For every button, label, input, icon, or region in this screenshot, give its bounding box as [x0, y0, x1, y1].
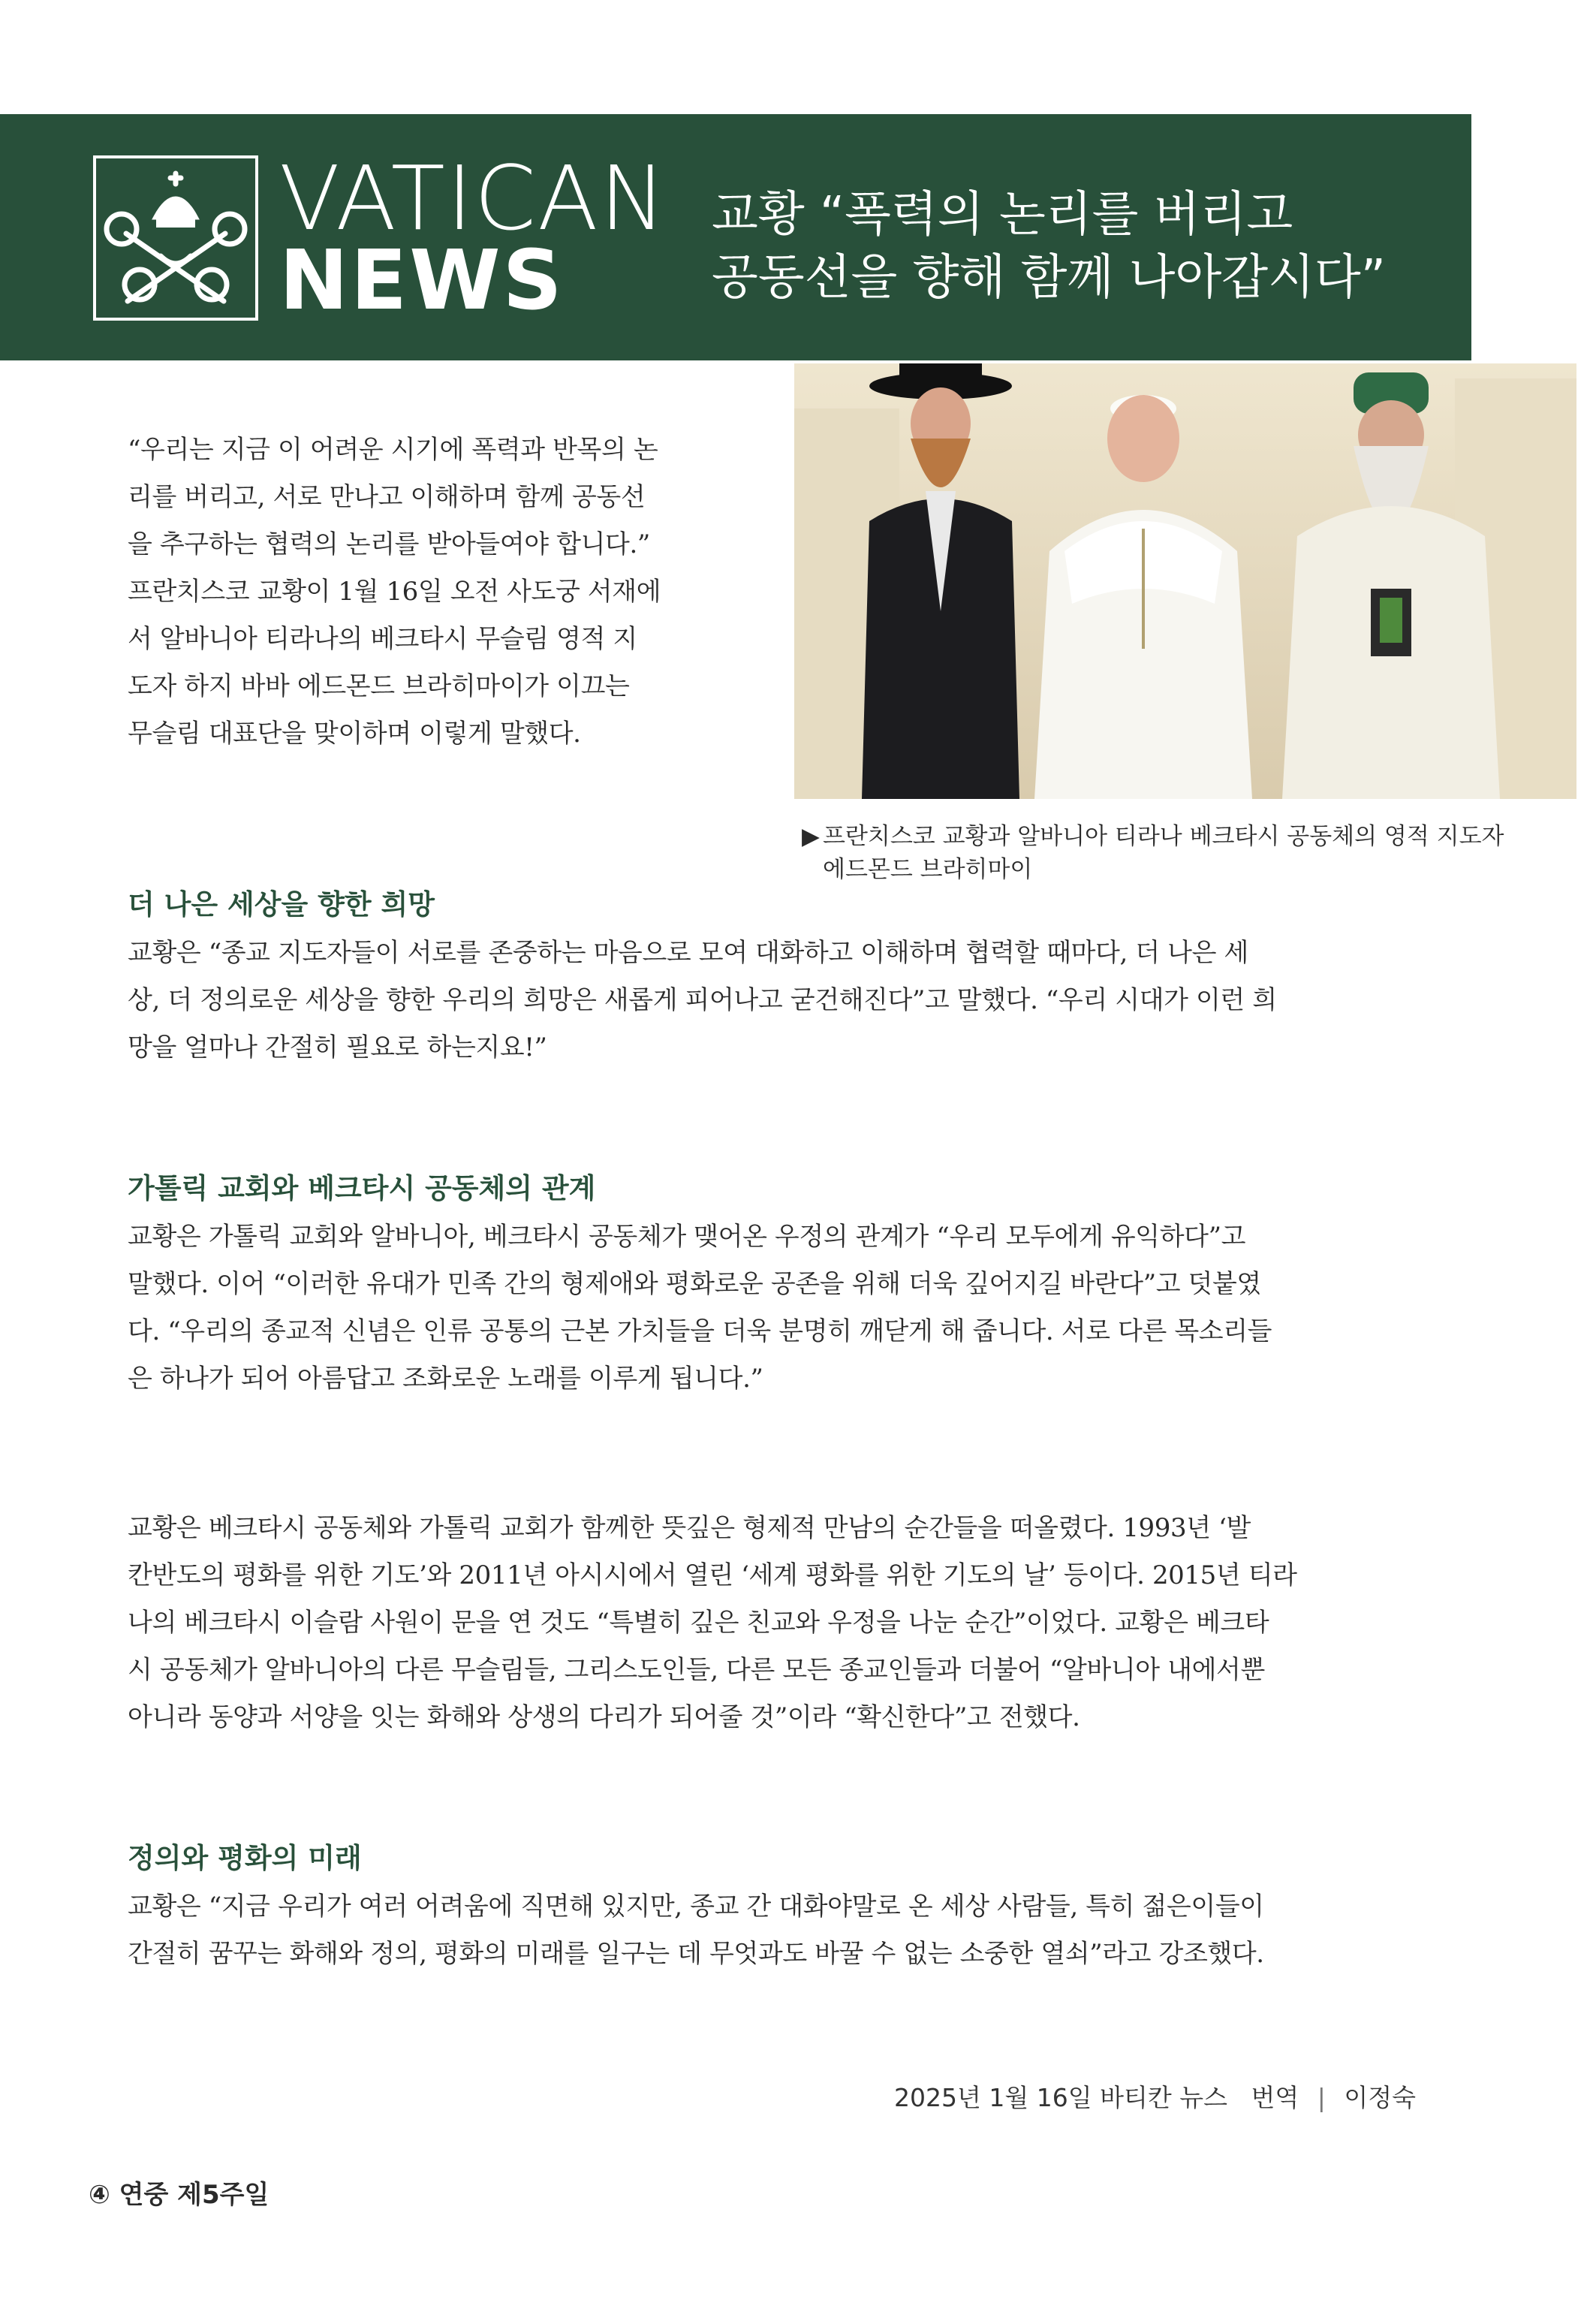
article-headline	[712, 183, 1462, 309]
photo-caption	[802, 820, 1582, 886]
caption-line: 프란치스코 교황과 알바니아 티라나 베크타시 공동체의 영적 지도자	[823, 823, 1504, 850]
section-title: 정의와 평화의 미래	[128, 1842, 362, 1874]
section-memories	[128, 1505, 1479, 1741]
body-line: 교황은 “지금 우리가 여러 어려움에 직면해 있지만, 종교 간 대화야말로 온 세상 사람들, 특히 젊은이들이	[128, 1892, 1264, 1922]
section-body	[128, 1883, 1479, 1978]
credit-translator-label: 번역	[1251, 2083, 1299, 2112]
body-line: 다. “우리의 종교적 신념은 인류 공통의 근본 가치들을 더욱 분명히 깨닫게 해 줍니다. 서로 다른 목소리들	[128, 1316, 1272, 1346]
section-hope	[128, 886, 1479, 1072]
body-line: 칸반도의 평화를 위한 기도’와 2011년 아시시에서 열린 ‘세계 평화를 위한 기도의 날’ 등이다. 2015년 티라	[128, 1560, 1297, 1590]
headline-line: 공동선을 향해 함께 나아갑시다”	[712, 250, 1386, 306]
photo-illustration	[794, 363, 1576, 799]
section-body	[128, 1505, 1479, 1741]
body-line: 말했다. 이어 “이러한 유대가 민족 간의 형제애와 평화로운 공존을 위해 더욱 깊어지길 바란다”고 덧붙였	[128, 1269, 1261, 1299]
intro-line: 리를 버리고, 서로 만나고 이해하며 함께 공동선	[128, 482, 646, 512]
headline-line: 교황 “폭력의 논리를 버리고	[712, 187, 1293, 243]
intro-line: “우리는 지금 이 어려운 시기에 폭력과 반목의 논	[128, 435, 658, 465]
body-line: 교황은 가톨릭 교회와 알바니아, 베크타시 공동체가 맺어온 우정의 관계가 “우리 모두에게 유익하다”고	[128, 1222, 1246, 1252]
credit-source: 2025년 1월 16일 바티칸 뉴스	[894, 2083, 1227, 2112]
intro-line: 프란치스코 교황이 1월 16일 오전 사도궁 서재에	[128, 577, 661, 607]
intro-line: 을 추구하는 협력의 논리를 받아들여야 합니다.”	[128, 529, 650, 559]
intro-paragraph	[128, 427, 743, 758]
article-credit	[894, 2078, 1416, 2114]
page-number: ④	[89, 2180, 110, 2210]
section-body	[128, 930, 1479, 1072]
body-line: 상, 더 정의로운 세상을 향한 우리의 희망은 새롭게 피어나고 굳건해진다”고 말했다. “우리 시대가 이런 희	[128, 985, 1277, 1015]
crossed-keys-tiara-icon	[96, 158, 255, 318]
body-line: 시 공동체가 알바니아의 다른 무슬림들, 그리스도인들, 다른 모든 종교인들과 더불어 “알바니아 내에서뿐	[128, 1655, 1265, 1685]
body-line: 은 하나가 되어 아름답고 조화로운 노래를 이루게 됩니다.”	[128, 1364, 763, 1394]
caption-arrow-icon: ▶	[802, 823, 820, 850]
intro-line: 무슬림 대표단을 맞이하며 이렇게 말했다.	[128, 719, 581, 749]
section-future	[128, 1840, 1479, 1978]
body-line: 나의 베크타시 이슬람 사원이 문을 연 것도 “특별히 깊은 친교와 우정을 나눈 순간”이었다. 교황은 베크타	[128, 1608, 1269, 1638]
header-banner	[0, 114, 1471, 360]
section-body	[128, 1213, 1479, 1403]
section-title: 가톨릭 교회와 베크타시 공동체의 관계	[128, 1172, 596, 1204]
body-line: 교황은 베크타시 공동체와 가톨릭 교회가 함께한 뜻깊은 형제적 만남의 순간들을 떠올렸다. 1993년 ‘발	[128, 1513, 1251, 1543]
footer-label: 연중 제5주일	[119, 2180, 270, 2210]
body-line: 망을 얼마나 간절히 필요로 하는지요!”	[128, 1032, 547, 1063]
brand-vatican: VATICAN	[279, 146, 667, 250]
intro-line: 서 알바니아 티라나의 베크타시 무슬림 영적 지	[128, 624, 637, 654]
intro-line: 도자 하지 바바 에드몬드 브라히마이가 이끄는	[128, 671, 630, 701]
article-photo	[794, 363, 1576, 799]
brand-news: NEWS	[279, 232, 565, 328]
body-line: 간절히 꿈꾸는 화해와 정의, 평화의 미래를 일구는 데 무엇과도 바꿀 수 없는 소중한 열쇠”라고 강조했다.	[128, 1939, 1264, 1969]
section-title: 더 나은 세상을 향한 희망	[128, 888, 435, 921]
body-line: 교황은 “종교 지도자들이 서로를 존중하는 마음으로 모여 대화하고 이해하며 협력할 때마다, 더 나은 세	[128, 938, 1248, 968]
body-line: 아니라 동양과 서양을 잇는 화해와 상생의 다리가 되어줄 것”이라 “확신한다”고 전했다.	[128, 1702, 1080, 1732]
page-footer	[89, 2174, 269, 2211]
vatican-logo	[93, 155, 258, 321]
credit-translator: 이정숙	[1344, 2083, 1416, 2112]
caption-line: 에드몬드 브라히마이	[823, 856, 1033, 883]
credit-separator: |	[1317, 2083, 1326, 2112]
section-relationship	[128, 1170, 1479, 1403]
